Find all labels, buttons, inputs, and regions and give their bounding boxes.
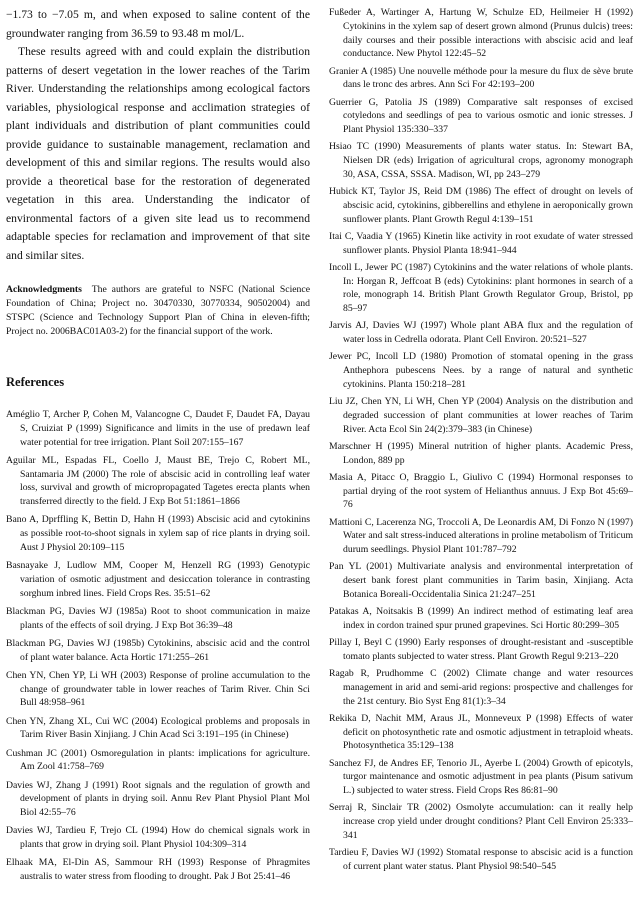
reference-item: Patakas A, Noitsakis B (1999) An indirect method of estimating leaf area index in cordon trained spur pruned grapevines. Sci Hortic 80:299–305 <box>329 606 633 631</box>
reference-item: Aguilar ML, Espadas FL, Coello J, Maust BE, Trejo C, Robert ML, Santamaria JM (2000) The role of abscisic acid in controlling leaf water loss, survival and growth of micropropagated Tagetes erecta plants when transferred directly to the field. J Exp Bot 51:1861–1866 <box>6 454 310 507</box>
reference-item: Jarvis AJ, Davies WJ (1997) Whole plant ABA flux and the regulation of water loss in Cedrella odorata. Plant Cell Environ. 20:521–527 <box>329 320 633 345</box>
reference-item: Serraj R, Sinclair TR (2002) Osmolyte accumulation: can it really help increase crop yield under drought conditions? Plant Cell Environ 25:333–341 <box>329 802 633 841</box>
reference-item: Guerrier G, Patolia JS (1989) Comparative salt responses of excised cotyledons and seedlings of pea to various osmotic and ionic stresses. J Plant Physiol 135:330–337 <box>329 96 633 135</box>
reference-item: Davies WJ, Tardieu F, Trejo CL (1994) How do chemical signals work in plants that grow in drying soil. Plant Physiol 104:309–314 <box>6 825 310 850</box>
reference-item: Mattioni C, Lacerenza NG, Troccoli A, De Leonardis AM, Di Fonzo N (1997) Water and salt stress-induced alterations in proline metabolism of Triticum durum seedlings. Physiol Plant 101:787–792 <box>329 516 633 555</box>
right-column <box>329 6 633 877</box>
reference-item: Blackman PG, Davies WJ (1985b) Cytokinins, abscisic acid and the control of plant water balance. Acta Hortic 171:255–261 <box>6 637 310 663</box>
reference-item: Masia A, Pitacc O, Braggio L, Giulivo C (1994) Hormonal responses to partial drying of the root system of Helianthus annuus. J Exp Bot 45:69–76 <box>329 471 633 511</box>
reference-item: Hubick KT, Taylor JS, Reid DM (1986) The effect of drought on levels of abscisic acid, cytokinins, gibberellins and ethylene in aeroponically grown sunflower plants. Plant Growth Regul 4:139–151 <box>329 186 633 225</box>
reference-item: Sanchez FJ, de Andres EF, Tenorio JL, Ayerbe L (2004) Growth of epicotyls, turgor maintenance and osmotic adjustment in pea plants (Pisum sativum L.) subjected to water stress. Field Crops Res 86:81–90 <box>329 757 633 796</box>
reference-item: Davies WJ, Zhang J (1991) Root signals and the regulation of growth and development of plants in drying soil. Annu Rev Plant Physiol Plant Mol Biol 42:55–76 <box>6 779 310 818</box>
acknowledgments-label: Acknowledgments <box>6 284 82 295</box>
reference-item: Chen YN, Zhang XL, Cui WC (2004) Ecological problems and proposals in Tarim River Basin Xinjiang. J Chin Acad Sci 3:191–195 (in Chinese) <box>6 715 310 741</box>
reference-list-left <box>6 408 310 884</box>
reference-item: Blackman PG, Davies WJ (1985a) Root to shoot communication in maize plants of the effects of soil drying. J Exp Bot 36:39–48 <box>6 605 310 631</box>
reference-item: Liu JZ, Chen YN, Li WH, Chen YP (2004) Analysis on the distribution and degraded succession of plant communities at lower reaches of Tarim River. Acta Ecol Sin 24(2):379–383 (in Chinese) <box>329 396 633 435</box>
reference-item: Bano A, Dprffling K, Bettin D, Hahn H (1993) Abscisic acid and cytokinins as possible root-to-shoot signals in xylem sap of rice plants in drying soil. Aust J Physiol 20:109–115 <box>6 514 310 553</box>
acknowledgments-text: The authors are grateful to NSFC (National Science Foundation of China; Project no. 30470330, 30770334, 90502004) and STSPC (Science and Technology Support Plan of China in eleven-fifth; Project no. 2006BAC01A03-2) for the financial support of the work. <box>6 284 310 337</box>
reference-item: Pan YL (2001) Multivariate analysis and environmental interpretation of desert bank forest plant communities in Tarim basin, Xinjiang. Acta Botanica Boreali-Occidentalia Sinica 21:247–251 <box>329 561 633 600</box>
reference-item: Jewer PC, Incoll LD (1980) Promotion of stomatal opening in the grass Anthephora pubescens Nees. by a range of natural and synthetic cytokinins. Planta 150:218–281 <box>329 351 633 390</box>
reference-item: Ragab R, Prudhomme C (2002) Climate change and water resources management in arid and semi-arid regions: prospective and challenges for the 21st century. Bio Syst Eng 81(1):3–34 <box>329 668 633 707</box>
reference-item: Basnayake J, Ludlow MM, Cooper M, Henzell RG (1993) Genotypic variation of osmotic adjustment and desiccation tolerance in contrasting sorghum inbred lines. Field Crops Res. 35:51–62 <box>6 560 310 599</box>
reference-list-right <box>329 6 633 874</box>
references-heading: References <box>6 375 65 389</box>
reference-item: Granier A (1985) Une nouvelle méthode pour la mesure du flux de sève brute dans le tronc des arbres. Ann Sci For 42:193–200 <box>329 65 633 91</box>
left-column <box>6 6 310 888</box>
reference-item: Fußeder A, Wartinger A, Hartung W, Schulze ED, Heilmeier H (1992) Cytokinins in the xylem sap of desert grown almond (Prunus dulcis) trees: daily courses and their possible interactions with abscisic acid and leaf conductance. New Phytol 122:45–52 <box>329 7 633 60</box>
reference-item: Elhaak MA, El-Din AS, Sammour RH (1993) Response of Phragmites australis to water stress from flooding to drought. Pak J Bot 25:41–46 <box>6 857 310 882</box>
acknowledgments <box>6 283 310 339</box>
reference-item: Marschner H (1995) Mineral nutrition of higher plants. Academic Press, London, 889 pp <box>329 440 633 466</box>
reference-item: Chen YN, Chen YP, Li WH (2003) Response of proline accumulation to the change of groundwater table in lower reaches of Tarim River. Chin Sci Bull 48:958–961 <box>6 669 310 709</box>
reference-item: Itai C, Vaadia Y (1965) Kinetin like activity in root exudate of water stressed sunflower plants. Physiol Planta 18:941–944 <box>329 230 633 256</box>
reference-item: Améglio T, Archer P, Cohen M, Valancogne C, Daudet F, Daudet FA, Dayau S, Cruiziat P (1999) Significance and limits in the use of predawn leaf water potential for tree irrigation. Plant Soil 207:155–167 <box>6 409 310 448</box>
reference-item: Incoll L, Jewer PC (1987) Cytokinins and the water relations of whole plants. In: Horgan R, Jeffcoat B (eds) Cytokinins: plant hormones in search of a role, monograph 14. British Plant Growth Regulator Group, Bristol, pp 85–97 <box>329 261 633 314</box>
body-paragraph: These results agreed with and could explain the distribution patterns of desert vegetation in the lower reaches of the Tarim River. Understanding the relationships among ecological factors variables, physiological response and acclimation strategies of plant individuals and distribution of plant communities could provide guidance to sustainable management, reclamation and development of this and similar regions. The results would also provide a theoretical base for the restoration of degenerated vegetation in this area. Understanding the indicator of environmental factors of a given site lead us to recommend adaptable species for reclamation and improvement of that site and similar sites. <box>6 45 310 262</box>
reference-item: Hsiao TC (1990) Measurements of plants water status. In: Stewart BA, Nielsen DR (eds) Irrigation of agricultural crops, agronomy monograph 30, ASA, CSSA, SSSA. Madison, WI, pp 243–279 <box>329 141 633 180</box>
reference-item: Pillay I, Beyl C (1990) Early responses of drought-resistant and -susceptible tomato plants subjected to water stress. Plant Growth Regul 9:213–220 <box>329 637 633 662</box>
reference-item: Tardieu F, Davies WJ (1992) Stomatal response to abscisic acid is a function of current plant water status. Plant Physiol 98:540–545 <box>329 847 633 872</box>
reference-item: Cushman JC (2001) Osmoregulation in plants: implications for agriculture. Am Zool 41:758–769 <box>6 747 310 773</box>
body-continuation: −1.73 to −7.05 m, and when exposed to saline content of the groundwater ranging from 36.59 to 93.48 m mol/L. <box>6 8 310 40</box>
reference-item: Rekika D, Nachit MM, Araus JL, Monneveux P (1998) Effects of water deficit on photosynthetic rate and osmotic adjustment in tetraploid wheats. Photosynthetica 35:129–138 <box>329 712 633 752</box>
